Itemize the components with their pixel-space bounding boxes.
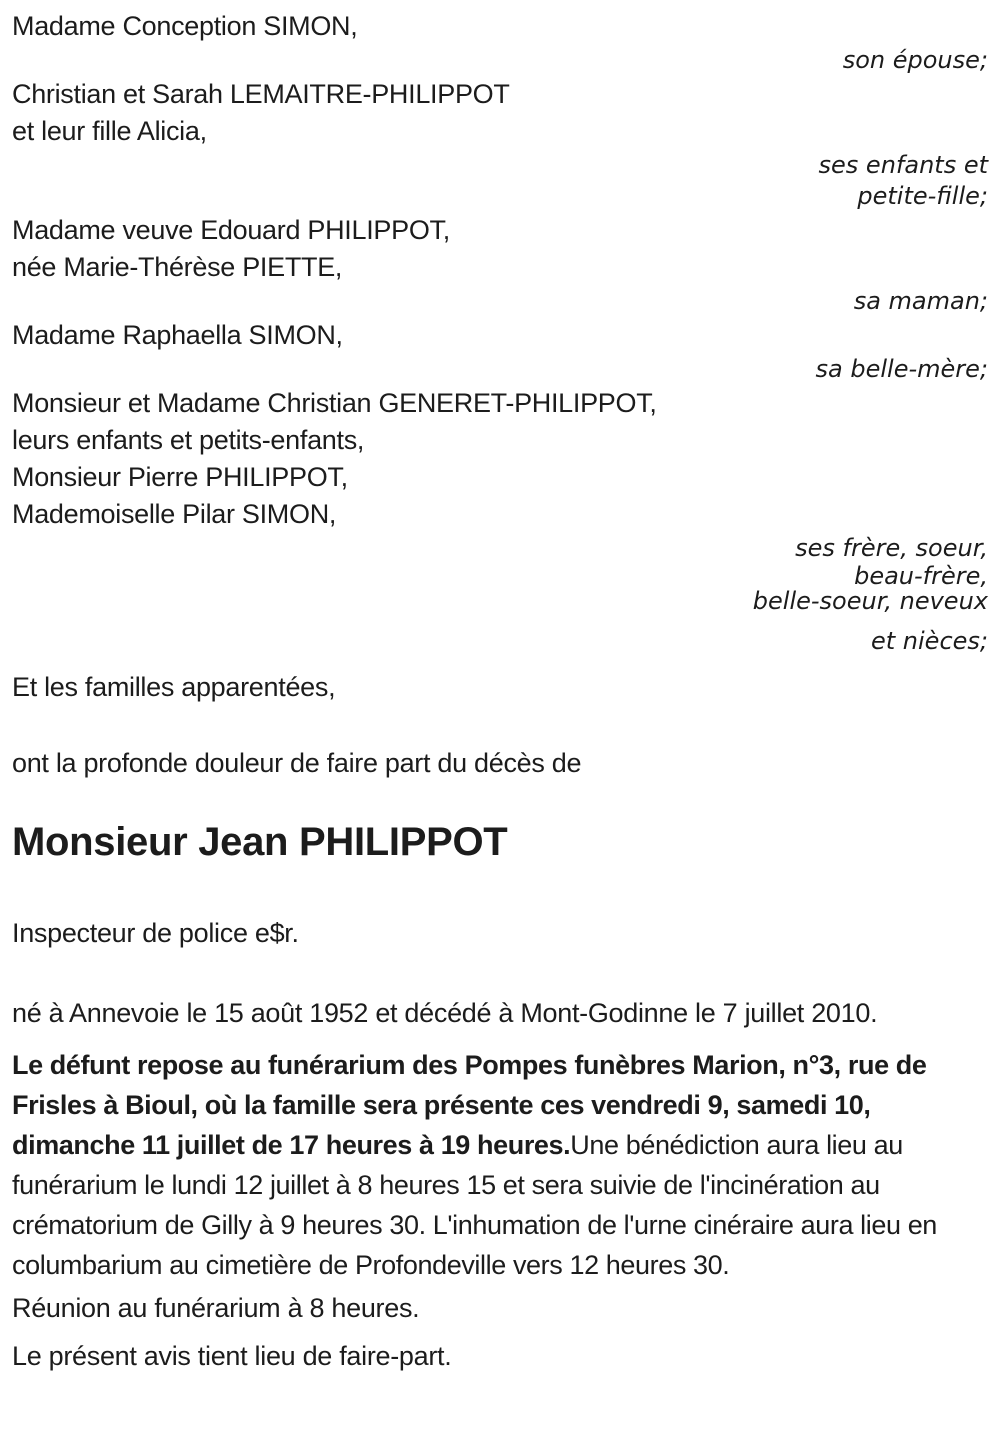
relationship-line: ses enfants et <box>818 151 988 179</box>
relationship-line: sa maman; <box>853 287 988 315</box>
family-member-line: née Marie-Thérèse PIETTE, <box>12 252 343 282</box>
family-member-line: Mademoiselle Pilar SIMON, <box>12 499 337 529</box>
meeting-text: Réunion au funérarium à 8 heures. <box>12 1293 420 1323</box>
relationship-line: belle-soeur, neveux <box>752 587 988 615</box>
relationship-line: beau-frère, <box>854 562 988 590</box>
relationship-line: sa belle-mère; <box>815 355 988 383</box>
funeral-details-regular: Une bénédiction aura lieu au funérarium le lundi 12 juillet à 8 heures 15 et sera suivie de l'incinération au crématorium de Gilly à 9 heures 30. L'inhumation de l'urne cinéraire aura lieu en columbarium au cimetière de Profondeville vers 12 heures 30. <box>12 1130 937 1280</box>
family-member-line: Madame Conception SIMON, <box>12 11 358 41</box>
family-member-line: Madame veuve Edouard PHILIPPOT, <box>12 215 450 245</box>
family-member-line: Monsieur et Madame Christian GENERET-PHILIPPOT, <box>12 388 657 418</box>
deceased-name: Monsieur Jean PHILIPPOT <box>12 820 508 864</box>
family-member-line: leurs enfants et petits-enfants, <box>12 425 365 455</box>
announcement-text: ont la profonde douleur de faire part du décès de <box>12 748 582 778</box>
closing-text: Le présent avis tient lieu de faire-part. <box>12 1341 452 1371</box>
family-member-line: Monsieur Pierre PHILIPPOT, <box>12 462 348 492</box>
relationship-line: ses frère, soeur, <box>795 534 988 562</box>
profession-text: Inspecteur de police e$r. <box>12 918 299 948</box>
life-dates-text: né à Annevoie le 15 août 1952 et décédé à Mont-Godinne le 7 juillet 2010. <box>12 998 878 1028</box>
relationship-line: et nièces; <box>871 627 988 655</box>
family-member-line: Christian et Sarah LEMAITRE-PHILIPPOT <box>12 79 510 109</box>
relationship-line: petite-fille; <box>857 182 988 210</box>
funeral-details-paragraph <box>12 1045 988 1285</box>
funeral-details-bold: Le défunt repose au funérarium des Pompes funèbres Marion, n°3, rue de Frisles à Bioul, où la famille sera présente ces vendredi 9, samedi 10, dimanche 11 juillet de 17 heures à 19 heures. <box>12 1050 927 1160</box>
relationship-line: son épouse; <box>842 46 988 74</box>
related-families-line: Et les familles apparentées, <box>12 672 336 702</box>
family-member-line: Madame Raphaella SIMON, <box>12 320 343 350</box>
family-member-line: et leur fille Alicia, <box>12 116 207 146</box>
